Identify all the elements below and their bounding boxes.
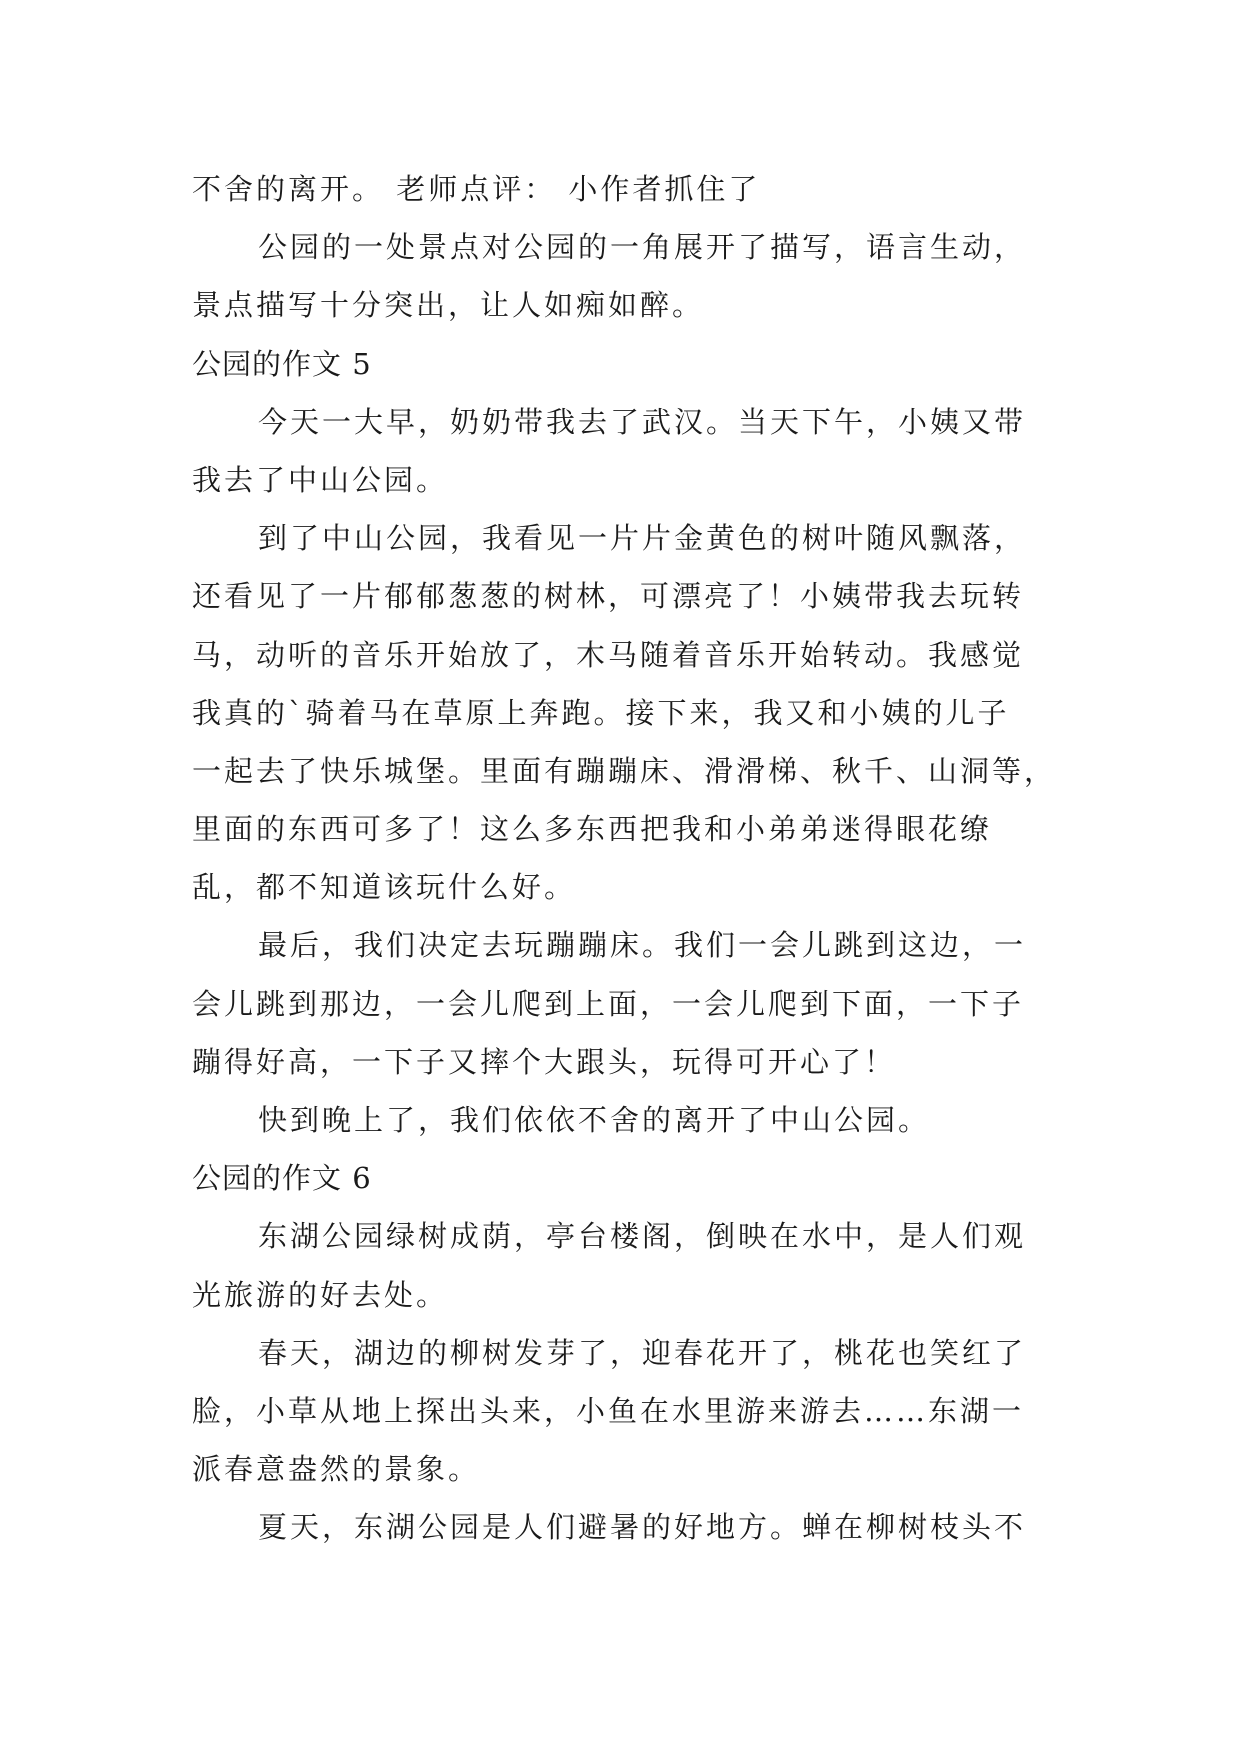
paragraph-start-line: 最后，我们决定去玩蹦蹦床。我们一会儿跳到这边，一 <box>258 928 1027 963</box>
text-line: 马，动听的音乐开始放了，木马随着音乐开始转动。我感觉 <box>192 637 1025 672</box>
text-line: 蹦得好高，一下子又摔个大跟头，玩得可开心了！ <box>192 1044 897 1079</box>
section-heading: 公园的作文 5 <box>192 346 372 381</box>
paragraph-start-line: 春天，湖边的柳树发芽了，迎春花开了，桃花也笑红了 <box>258 1335 1027 1370</box>
text-line: 光旅游的好去处。 <box>192 1277 449 1312</box>
text-line: 会儿跳到那边，一会儿爬到上面，一会儿爬到下面，一下子 <box>192 986 1025 1021</box>
paragraph-start-line: 到了中山公园，我看见一片片金黄色的树叶随风飘落， <box>258 521 1027 556</box>
text-line: 景点描写十分突出，让人如痴如醉。 <box>192 288 705 323</box>
paragraph-start-line: 今天一大早，奶奶带我去了武汉。当天下午，小姨又带 <box>258 404 1027 439</box>
text-line: 我真的`骑着马在草原上奔跑。接下来，我又和小姨的儿子 <box>192 695 1010 730</box>
paragraph-start-line: 快到晚上了，我们依依不舍的离开了中山公园。 <box>258 1103 931 1137</box>
text-line: 里面的东西可多了！这么多东西把我和小弟弟迷得眼花缭 <box>192 812 993 847</box>
text-line: 还看见了一片郁郁葱葱的树林，可漂亮了！小姨带我去玩转 <box>192 579 1025 614</box>
text-line: 一起去了快乐城堡。里面有蹦蹦床、滑滑梯、秋千、山洞等， <box>192 753 1057 788</box>
paragraph-start-line: 夏天，东湖公园是人们避暑的好地方。蝉在柳树枝头不 <box>258 1510 1027 1545</box>
section-heading: 公园的作文 6 <box>192 1161 372 1196</box>
document-body <box>192 160 1072 1557</box>
text-line: 乱，都不知道该玩什么好。 <box>192 870 577 905</box>
paragraph-start-line: 公园的一处景点对公园的一角展开了描写，语言生动， <box>258 230 1027 265</box>
paragraph-start-line: 东湖公园绿树成荫，亭台楼阁，倒映在水中，是人们观 <box>258 1219 1027 1254</box>
text-line: 派春意盎然的景象。 <box>192 1452 481 1487</box>
text-line: 我去了中山公园。 <box>192 462 449 497</box>
text-line: 脸，小草从地上探出头来，小鱼在水里游来游去……东湖一 <box>192 1393 1025 1428</box>
text-line: 不舍的离开。 老师点评： 小作者抓住了 <box>192 172 761 206</box>
